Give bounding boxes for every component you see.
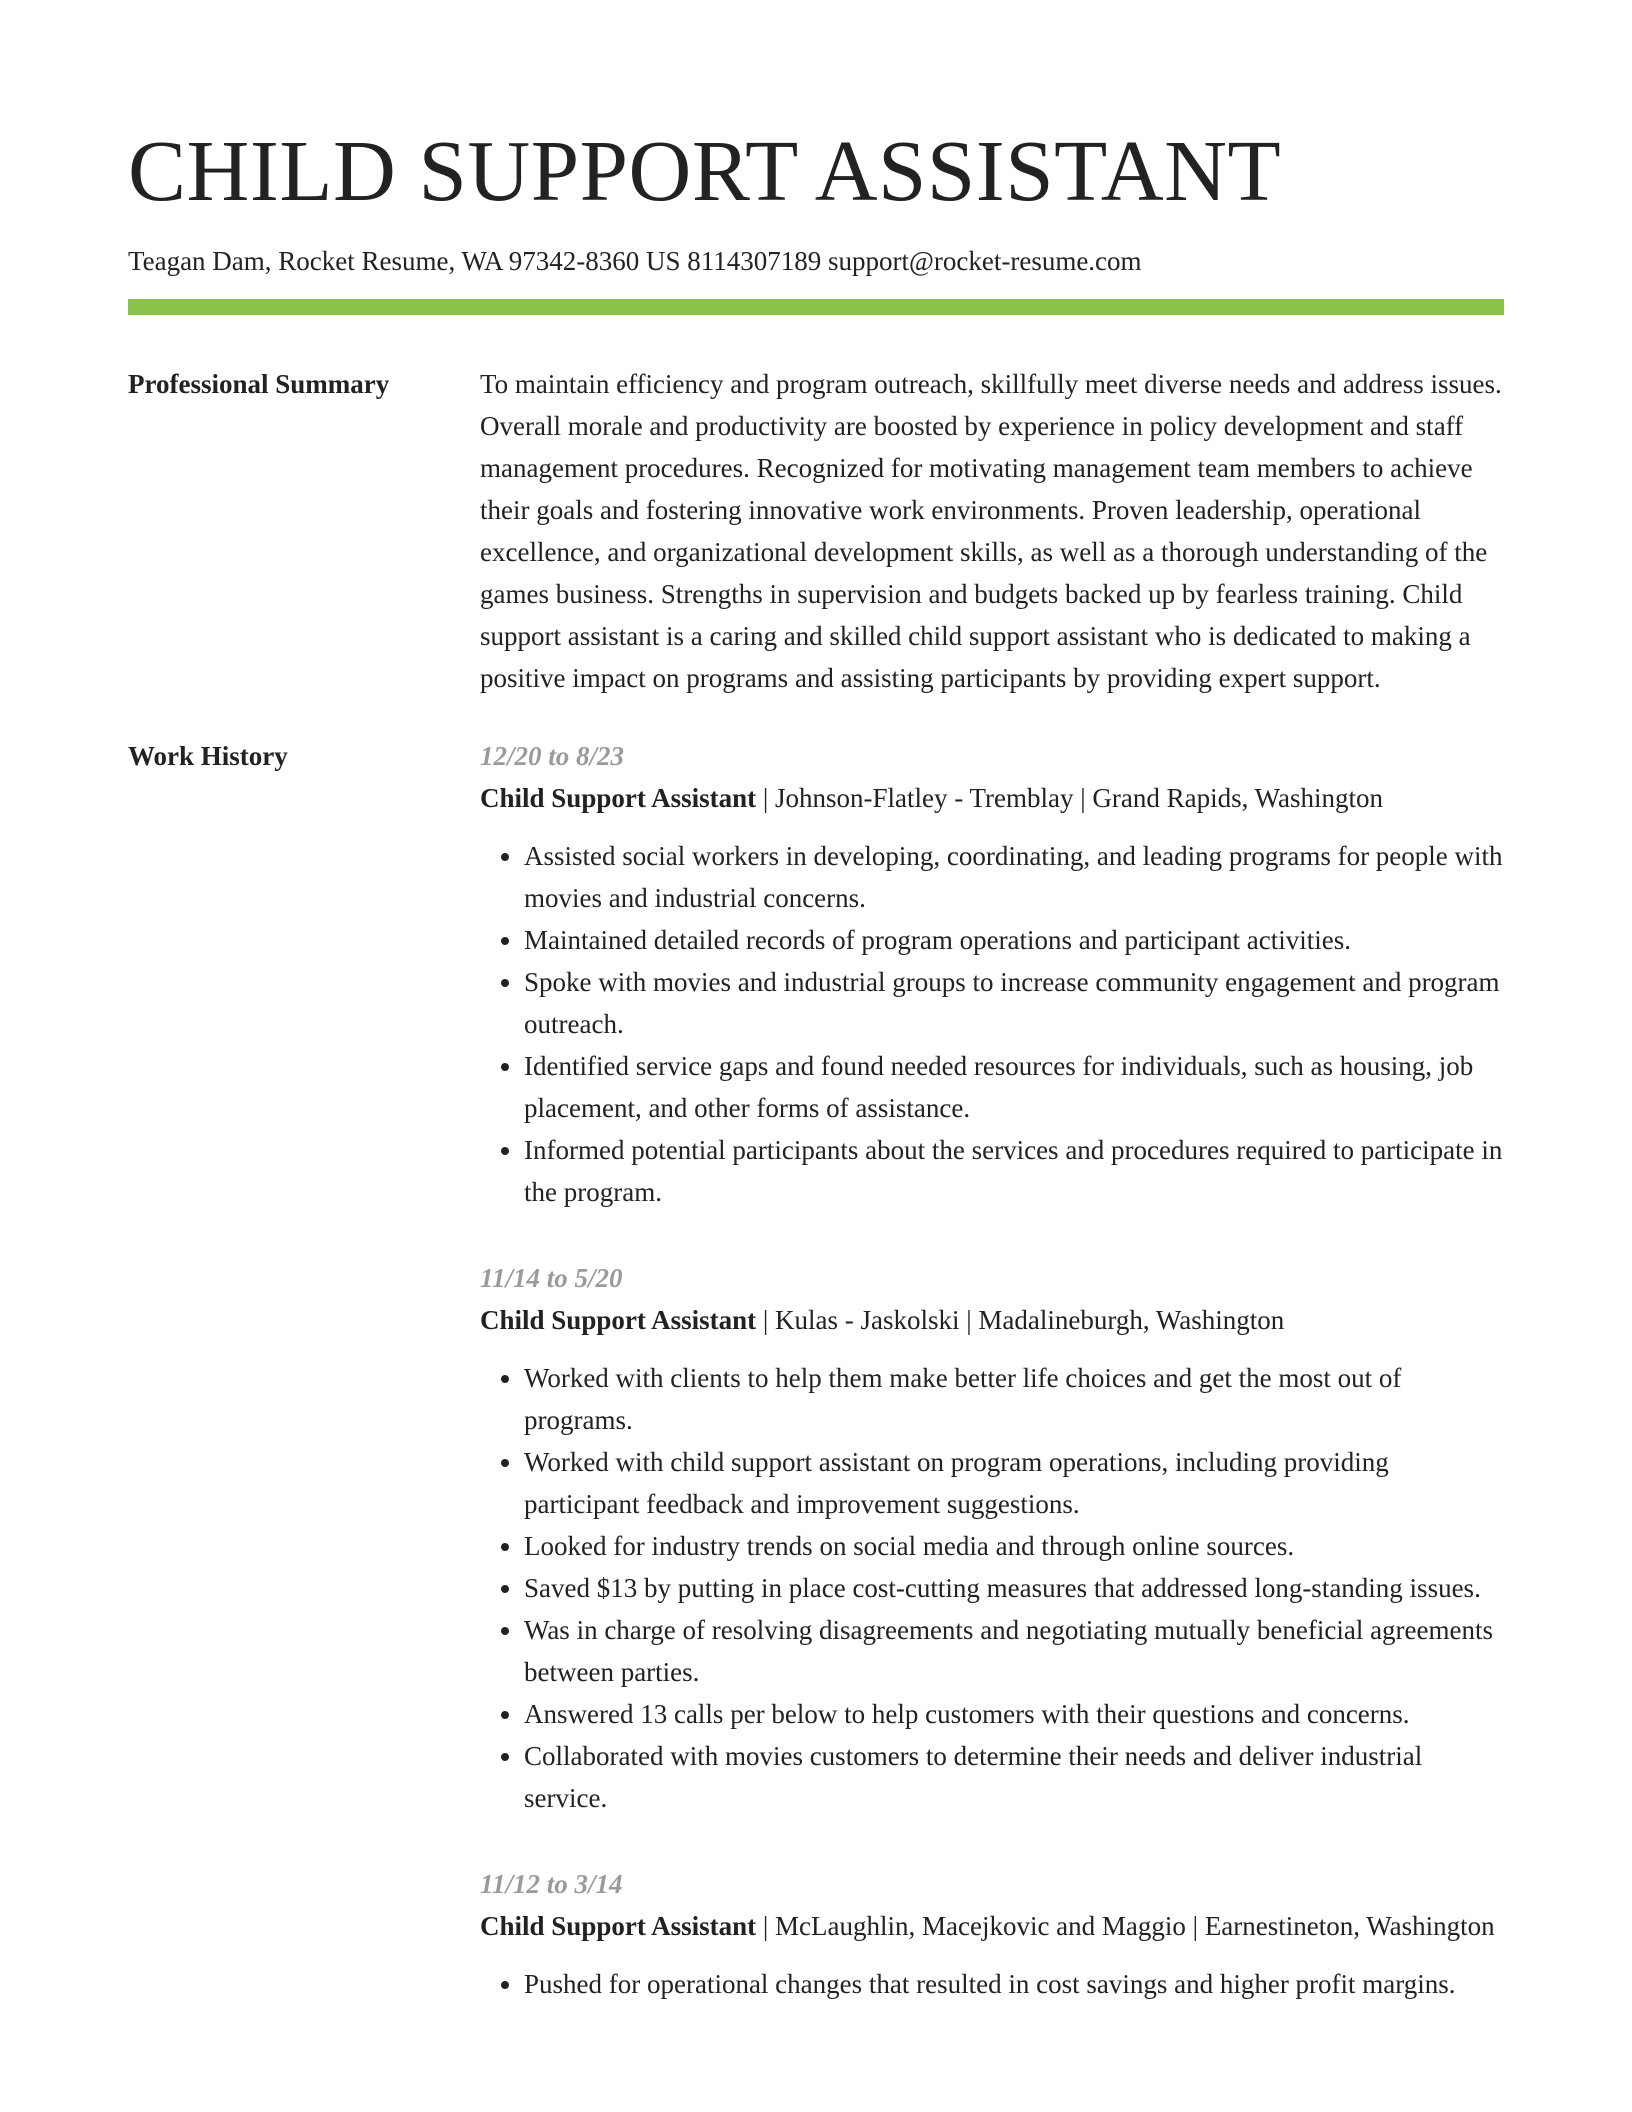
job-dates: 11/14 to 5/20 [480,1263,623,1293]
section-label-summary: Professional Summary [128,369,390,399]
job-bullet: • Maintained detailed records of program operations and participant activities. [524,919,1504,961]
job-title: Child Support Assistant [480,783,757,813]
job-employer-location: | Kulas - Jaskolski | Madalineburgh, Washington [756,1305,1285,1335]
contact-line: Teagan Dam, Rocket Resume, WA 97342-8360 US 8114307189 support@rocket-resume.com [128,246,1142,276]
job-bullet: • Pushed for operational changes that resulted in cost savings and higher profit margins. [524,1963,1504,2005]
job-bullet: • Looked for industry trends on social media and through online sources. [524,1525,1504,1567]
job-title: Child Support Assistant [480,1305,757,1335]
job-bullet: • Saved $13 by putting in place cost-cutting measures that addressed long-standing issues. [524,1567,1504,1609]
job-entry [480,735,1504,1213]
work-history-body [480,735,1504,2005]
job-bullet: • Answered 13 calls per below to help customers with their questions and concerns. [524,1693,1504,1735]
job-heading [480,1905,1504,1947]
job-employer-location: | McLaughlin, Macejkovic and Maggio | Earnestineton, Washington [756,1911,1495,1941]
job-employer-location: | Johnson-Flatley - Tremblay | Grand Rapids, Washington [756,783,1383,813]
job-bullet-list [480,835,1504,1213]
job-bullet-list [480,1357,1504,1819]
job-bullet: • Collaborated with movies customers to determine their needs and deliver industrial service. [524,1735,1504,1819]
job-bullet-list [480,1963,1504,2005]
job-dates: 11/12 to 3/14 [480,1869,623,1899]
professional-summary-section [128,363,1504,699]
job-heading [480,1299,1504,1341]
accent-divider [128,299,1504,315]
resume-title: CHILD SUPPORT ASSISTANT [128,122,1282,219]
work-history-section [128,735,1504,2005]
summary-text: To maintain efficiency and program outreach, skillfully meet diverse needs and address issues. Overall morale and productivity are boosted by experience in policy development and staff management procedures. Recognized for motivating management team members to achieve their goals and fostering innovative work environments. Proven leadership, operational excellence, and organizational development skills, as well as a thorough understanding of the games business. Strengths in supervision and budgets backed up by fearless training. Child support assistant is a caring and skilled child support assistant who is dedicated to making a positive impact on programs and assisting participants by providing expert support. [480,369,1502,693]
job-bullet: • Worked with child support assistant on program operations, including providing participant feedback and improvement suggestions. [524,1441,1504,1525]
job-bullet: • Informed potential participants about the services and procedures required to participate in the program. [524,1129,1504,1213]
job-bullet: • Identified service gaps and found needed resources for individuals, such as housing, job placement, and other forms of assistance. [524,1045,1504,1129]
summary-body [480,363,1504,699]
job-entry [480,1863,1504,2005]
job-dates: 12/20 to 8/23 [480,741,625,771]
job-bullet: • Worked with clients to help them make better life choices and get the most out of programs. [524,1357,1504,1441]
section-label-work-history: Work History [128,741,288,771]
job-bullet: • Assisted social workers in developing, coordinating, and leading programs for people with movies and industrial concerns. [524,835,1504,919]
job-heading [480,777,1504,819]
job-bullet: • Was in charge of resolving disagreements and negotiating mutually beneficial agreements between parties. [524,1609,1504,1693]
job-title: Child Support Assistant [480,1911,757,1941]
job-entry [480,1257,1504,1819]
job-bullet: • Spoke with movies and industrial groups to increase community engagement and program outreach. [524,961,1504,1045]
